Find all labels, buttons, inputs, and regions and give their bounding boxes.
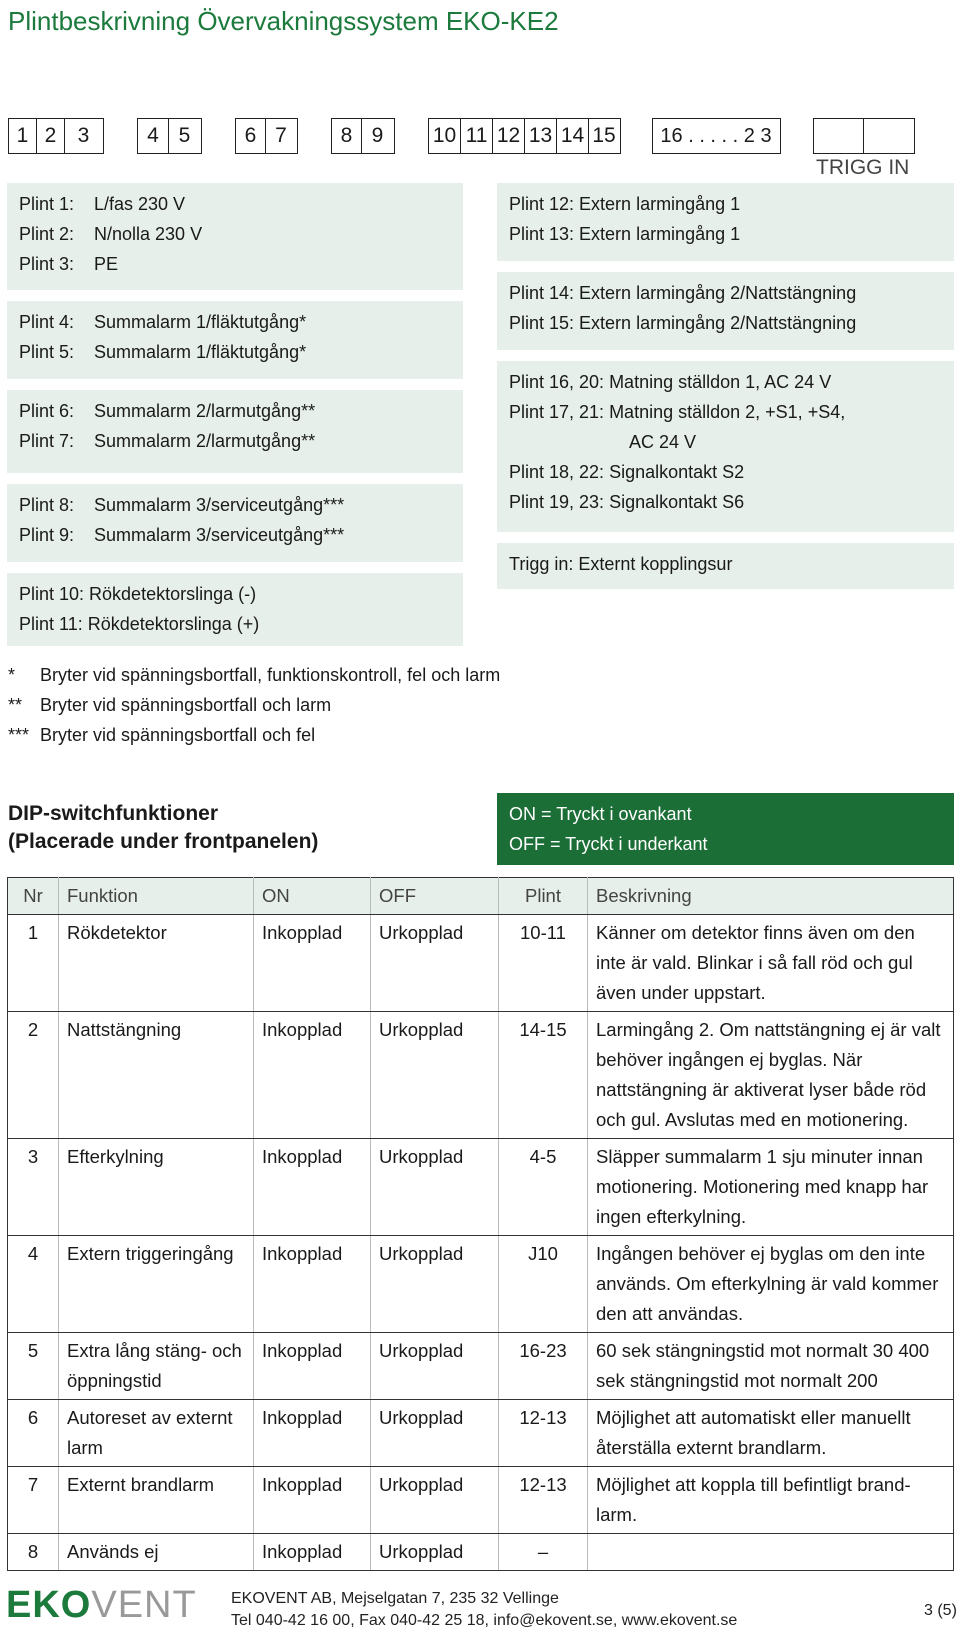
- terminal-cell: 9: [371, 124, 384, 147]
- cell-funktion: Nattstängning: [59, 1012, 254, 1139]
- cell-on: Inkopplad: [254, 1333, 371, 1400]
- cell-funktion: Används ej: [59, 1534, 254, 1571]
- terminal-cell: [864, 119, 913, 153]
- cell-on: Inkopplad: [254, 1139, 371, 1236]
- cell-off: Urkopplad: [371, 915, 499, 1012]
- terminal-group-2: [137, 118, 202, 154]
- terminal-row: [19, 307, 451, 337]
- table-row: [8, 1400, 954, 1467]
- terminal-value: L/fas 230 V: [94, 194, 186, 214]
- col-header-funktion: Funktion: [59, 878, 254, 915]
- terminal-key: Plint 9:: [19, 525, 75, 545]
- terminal-group-1: [8, 118, 104, 154]
- cell-on: Inkopplad: [254, 1400, 371, 1467]
- page-number: 3 (5): [924, 1602, 957, 1619]
- dip-section-title: [8, 800, 318, 856]
- table-row: [8, 1139, 954, 1236]
- cell-plint: J10: [499, 1236, 588, 1333]
- terminal-box-1-3: [7, 183, 463, 290]
- cell-beskrivning: Släpper summalarm 1 sju minuter innan motionering. Motionering med knapp har ingen efterkylning.: [588, 1139, 954, 1236]
- terminal-line: Plint 16, 20: Matning ställdon 1, AC 24 V: [509, 372, 832, 392]
- cell-plint: 12-13: [499, 1400, 588, 1467]
- company-address: EKOVENT AB, Mejselgatan 7, 235 32 Vellinge: [231, 1590, 559, 1607]
- col-header-plint: Plint: [499, 878, 588, 915]
- terminal-cell: [814, 119, 864, 153]
- cell-on: Inkopplad: [254, 1534, 371, 1571]
- cell-beskrivning: Möjlighet att koppla till befintligt brand- larm.: [588, 1467, 954, 1534]
- footnote: [8, 720, 500, 750]
- terminal-box-6-7: [7, 390, 463, 473]
- col-header-beskrivning: Beskrivning: [588, 878, 954, 915]
- terminal-line: Plint 14: Extern larmingång 2/Nattstängning: [509, 283, 857, 303]
- cell-nr: 7: [8, 1467, 59, 1534]
- trigg-in-label: TRIGG IN: [816, 156, 910, 179]
- terminal-row: [19, 396, 451, 426]
- footnote: [8, 690, 500, 720]
- terminal-cell: 15: [592, 124, 616, 147]
- terminal-box-14-15: [497, 272, 954, 350]
- terminal-row: [19, 337, 451, 367]
- table-row: [8, 1534, 954, 1571]
- terminal-cell: 16 . . . . . 2 3: [660, 124, 772, 147]
- cell-on: Inkopplad: [254, 1012, 371, 1139]
- on-legend: ON = Tryckt i ovankant: [509, 804, 692, 824]
- terminal-box-10-11: [7, 573, 463, 646]
- terminal-value: Summalarm 3/serviceutgång***: [94, 495, 345, 515]
- col-header-off: OFF: [371, 878, 499, 915]
- cell-nr: 8: [8, 1534, 59, 1571]
- terminal-cell: 12: [493, 119, 525, 153]
- footnote-mark: *: [8, 665, 16, 685]
- terminal-key: Plint 2:: [19, 224, 75, 244]
- terminal-cell: 14: [557, 119, 589, 153]
- cell-funktion: Autoreset av externt larm: [59, 1400, 254, 1467]
- terminal-cell: 8: [332, 119, 362, 153]
- cell-off: Urkopplad: [371, 1333, 499, 1400]
- cell-nr: 2: [8, 1012, 59, 1139]
- terminal-cell: 10: [429, 119, 461, 153]
- cell-off: Urkopplad: [371, 1012, 499, 1139]
- terminal-line: Trigg in: Externt kopplingsur: [509, 554, 733, 574]
- col-header-on: ON: [254, 878, 371, 915]
- terminal-box-12-13: [497, 183, 954, 261]
- footnote-text: Bryter vid spänningsbortfall och larm: [40, 695, 332, 715]
- footnote-mark: **: [8, 695, 23, 715]
- terminal-line: Plint 18, 22: Signalkontakt S2: [509, 462, 745, 482]
- terminal-value: Summalarm 2/larmutgång**: [94, 401, 316, 421]
- terminal-value: PE: [94, 254, 119, 274]
- terminal-cell: 1: [9, 119, 37, 153]
- on-off-legend: [497, 793, 954, 865]
- footnotes: [8, 660, 500, 750]
- table-header-row: [8, 878, 954, 915]
- terminal-line: Plint 11: Rökdetektorslinga (+): [19, 614, 260, 634]
- terminal-group-5: [428, 118, 621, 154]
- terminal-box-4-5: [7, 301, 463, 379]
- terminal-row: [19, 219, 451, 249]
- cell-nr: 3: [8, 1139, 59, 1236]
- footnote-mark: ***: [8, 725, 30, 745]
- cell-on: Inkopplad: [254, 1467, 371, 1534]
- cell-beskrivning: Ingången behöver ej byglas om den inte används. Om efterkylning är vald kommer den att användas.: [588, 1236, 954, 1333]
- dip-title-line: DIP-switchfunktioner: [8, 802, 219, 825]
- cell-plint: 14-15: [499, 1012, 588, 1139]
- footnote-text: Bryter vid spänningsbortfall och fel: [40, 725, 316, 745]
- terminal-row: [19, 426, 451, 456]
- cell-nr: 1: [8, 915, 59, 1012]
- terminal-group-6: [652, 118, 781, 154]
- company-info: [231, 1588, 737, 1632]
- cell-funktion: Rökdetektor: [59, 915, 254, 1012]
- cell-funktion: Extern triggeringång: [59, 1236, 254, 1333]
- cell-plint: 16-23: [499, 1333, 588, 1400]
- cell-beskrivning: Larmingång 2. Om nattstängning ej är valt behöver ingången ej byglas. När nattstängning är aktiverat lyser både röd och gul. Avslutas med en motionering.: [588, 1012, 954, 1139]
- terminal-key: Plint 6:: [19, 401, 75, 421]
- table-row: [8, 1236, 954, 1333]
- terminal-line: Plint 17, 21: Matning ställdon 2, +S1, +S4,: [509, 402, 846, 422]
- terminal-cell: 5: [178, 124, 191, 147]
- terminal-value: Summalarm 2/larmutgång**: [94, 431, 316, 451]
- terminal-row: [19, 520, 451, 550]
- cell-nr: 4: [8, 1236, 59, 1333]
- cell-funktion: Extra lång stäng- och öppningstid: [59, 1333, 254, 1400]
- dip-switch-table: [7, 877, 954, 1571]
- terminal-group-3: [235, 118, 298, 154]
- terminal-key: Plint 8:: [19, 495, 75, 515]
- company-contact: Tel 040-42 16 00, Fax 040-42 25 18, info@ekovent.se, www.ekovent.se: [231, 1612, 738, 1629]
- terminal-value: N/nolla 230 V: [94, 224, 203, 244]
- cell-funktion: Efterkylning: [59, 1139, 254, 1236]
- cell-nr: 6: [8, 1400, 59, 1467]
- terminal-value: Summalarm 1/fläktutgång*: [94, 342, 307, 362]
- cell-off: Urkopplad: [371, 1236, 499, 1333]
- off-legend: OFF = Tryckt i underkant: [509, 834, 708, 854]
- cell-off: Urkopplad: [371, 1139, 499, 1236]
- cell-funktion: Externt brandlarm: [59, 1467, 254, 1534]
- cell-plint: 10-11: [499, 915, 588, 1012]
- terminal-box-16-23: [497, 361, 954, 532]
- terminal-row: [19, 189, 451, 219]
- cell-plint: –: [499, 1534, 588, 1571]
- cell-on: Inkopplad: [254, 915, 371, 1012]
- terminal-key: Plint 5:: [19, 342, 75, 362]
- logo-eko: EKO: [6, 1584, 92, 1626]
- terminal-line: AC 24 V: [629, 432, 697, 452]
- terminal-box-trigg: [497, 543, 954, 589]
- terminal-cell: 11: [461, 119, 493, 153]
- table-row: [8, 915, 954, 1012]
- terminal-value: Summalarm 1/fläktutgång*: [94, 312, 307, 332]
- footnote-text: Bryter vid spänningsbortfall, funktionskontroll, fel och larm: [40, 665, 501, 685]
- terminal-cell: 2: [37, 119, 65, 153]
- terminal-key: Plint 7:: [19, 431, 75, 451]
- terminal-cell: 7: [275, 124, 287, 147]
- terminal-key: Plint 4:: [19, 312, 75, 332]
- cell-beskrivning: 60 sek stängningstid mot normalt 30 400 sek stängningstid mot normalt 200: [588, 1333, 954, 1400]
- cell-beskrivning: Känner om detektor finns även om den inte är vald. Blinkar i så fall röd och gul även under uppstart.: [588, 915, 954, 1012]
- ekovent-logo: [6, 1585, 197, 1625]
- terminal-cell: 4: [138, 119, 169, 153]
- terminal-row: [19, 249, 451, 279]
- footnote: [8, 660, 500, 690]
- terminal-cell: 6: [236, 119, 266, 153]
- page-title: Plintbeskrivning Övervakningssystem EKO-KE2: [8, 6, 559, 36]
- cell-plint: 12-13: [499, 1467, 588, 1534]
- cell-beskrivning: [588, 1534, 954, 1571]
- logo-vent: VENT: [91, 1584, 197, 1626]
- terminal-key: Plint 1:: [19, 194, 75, 214]
- terminal-value: Summalarm 3/serviceutgång***: [94, 525, 345, 545]
- terminal-cell: 3: [77, 124, 90, 147]
- terminal-line: Plint 12: Extern larmingång 1: [509, 194, 741, 214]
- terminal-group-4: [331, 118, 395, 154]
- table-row: [8, 1333, 954, 1400]
- table-row: [8, 1012, 954, 1139]
- dip-subtitle-line: (Placerade under frontpanelen): [8, 830, 319, 853]
- terminal-line: Plint 19, 23: Signalkontakt S6: [509, 492, 745, 512]
- cell-nr: 5: [8, 1333, 59, 1400]
- cell-off: Urkopplad: [371, 1400, 499, 1467]
- terminal-box-8-9: [7, 484, 463, 562]
- terminal-cell: 13: [525, 119, 557, 153]
- terminal-line: Plint 13: Extern larmingång 1: [509, 224, 741, 244]
- terminal-line: Plint 15: Extern larmingång 2/Nattstängning: [509, 313, 857, 333]
- terminal-line: Plint 10: Rökdetektorslinga (-): [19, 584, 257, 604]
- terminal-key: Plint 3:: [19, 254, 75, 274]
- cell-on: Inkopplad: [254, 1236, 371, 1333]
- terminal-group-trigg: [813, 118, 915, 154]
- col-header-nr: Nr: [8, 878, 59, 915]
- cell-off: Urkopplad: [371, 1467, 499, 1534]
- cell-plint: 4-5: [499, 1139, 588, 1236]
- terminal-row: [19, 490, 451, 520]
- cell-beskrivning: Möjlighet att automatiskt eller manuellt återställa externt brandlarm.: [588, 1400, 954, 1467]
- table-row: [8, 1467, 954, 1534]
- cell-off: Urkopplad: [371, 1534, 499, 1571]
